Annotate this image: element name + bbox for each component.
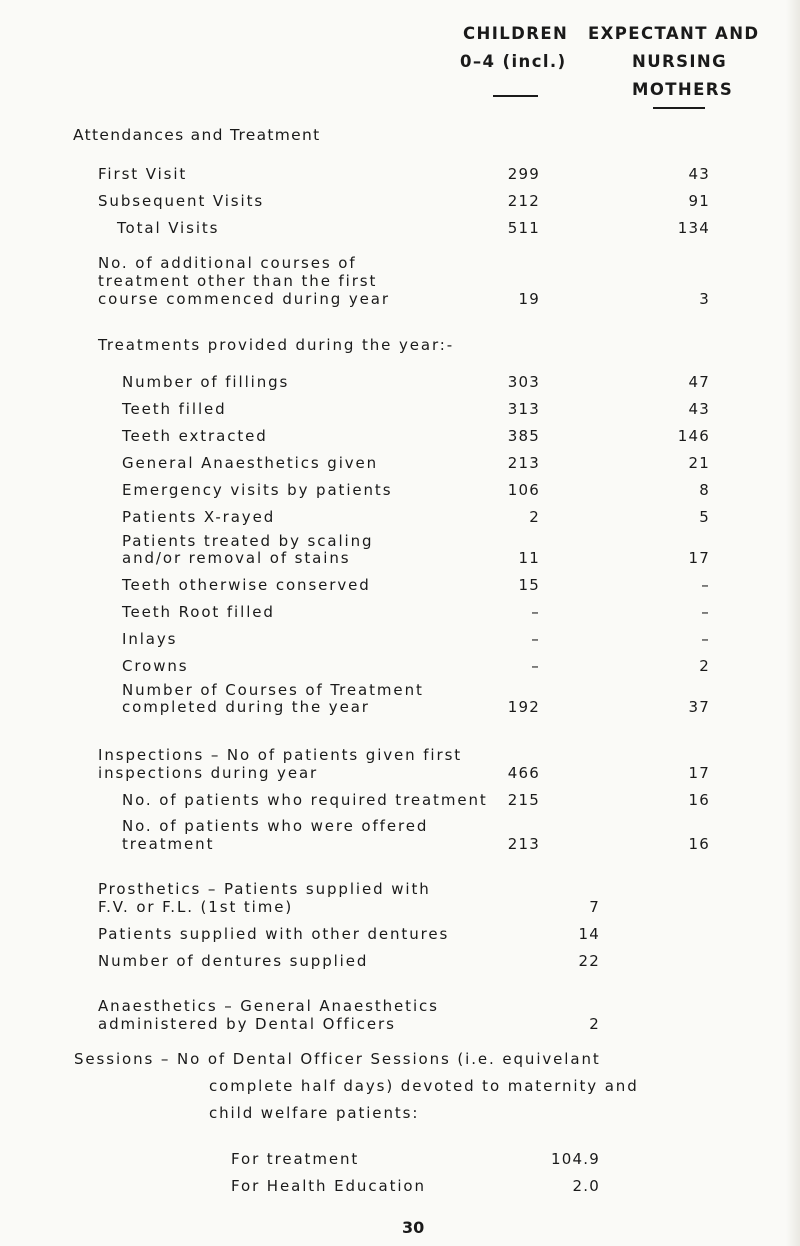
- column-header-children-rule: [493, 95, 538, 97]
- prosthetics-line2: F.V. or F.L. (1st time): [98, 898, 294, 916]
- inspections-line2: inspections during year: [98, 764, 319, 782]
- value-children-offered-treatment: 213: [507, 835, 540, 853]
- row-label-inlays: Inlays: [122, 630, 178, 648]
- value-other-dentures: 14: [578, 925, 600, 943]
- value-mothers-teeth-root-filled: –: [701, 603, 710, 621]
- inspections-line1: Inspections – No of patients given first: [98, 746, 463, 764]
- sessions-line1: Sessions – No of Dental Officer Sessions (i.e. equivelant: [74, 1050, 601, 1068]
- value-mothers-courses-completed: 37: [688, 698, 710, 716]
- value-children-inspections: 466: [507, 764, 540, 782]
- row-label-teeth-otherwise-conserved: Teeth otherwise conserved: [122, 576, 371, 594]
- row-label-total-visits: Total Visits: [117, 219, 220, 237]
- value-mothers-required-treatment: 16: [688, 791, 710, 809]
- value-mothers-inlays: –: [701, 630, 710, 648]
- row-label-other-dentures: Patients supplied with other dentures: [98, 925, 450, 943]
- row-label-patients-x-rayed: Patients X-rayed: [122, 508, 276, 526]
- prosthetics-line1: Prosthetics – Patients supplied with: [98, 880, 431, 898]
- value-mothers-emergency-visits: 8: [699, 481, 710, 499]
- row-label-first-visit: First Visit: [98, 165, 188, 183]
- row-label-dentures-supplied: Number of dentures supplied: [98, 952, 369, 970]
- row-label-teeth-filled: Teeth filled: [122, 400, 227, 418]
- additional-courses-line1: No. of additional courses of: [98, 254, 357, 272]
- column-header-mothers-line1: EXPECTANT AND: [588, 24, 760, 43]
- column-header-mothers-line2: NURSING: [632, 52, 728, 71]
- value-mothers-patients-x-rayed: 5: [699, 508, 710, 526]
- value-for-health-education: 2.0: [572, 1177, 600, 1195]
- row-label-scaling-line2: and/or removal of stains: [122, 549, 351, 567]
- page-number: 30: [402, 1218, 425, 1237]
- value-children-inlays: –: [531, 630, 540, 648]
- row-label-for-treatment: For treatment: [231, 1150, 360, 1168]
- value-mothers-inspections: 17: [688, 764, 710, 782]
- value-children-emergency-visits: 106: [507, 481, 540, 499]
- row-label-general-anaesthetics-given: General Anaesthetics given: [122, 454, 379, 472]
- value-children-patients-x-rayed: 2: [529, 508, 540, 526]
- value-children-teeth-filled: 313: [507, 400, 540, 418]
- value-mothers-general-anaesthetics-given: 21: [688, 454, 710, 472]
- value-children-courses-completed: 192: [507, 698, 540, 716]
- value-children-teeth-root-filled: –: [531, 603, 540, 621]
- value-children-scaling: 11: [518, 549, 540, 567]
- row-label-required-treatment: No. of patients who required treatment: [122, 791, 488, 809]
- row-label-offered-treatment-line2: treatment: [122, 835, 215, 853]
- value-mothers-first-visit: 43: [688, 165, 710, 183]
- value-children-crowns: –: [531, 657, 540, 675]
- column-header-children-line1: CHILDREN: [463, 24, 569, 43]
- anaesthetics-line1: Anaesthetics – General Anaesthetics: [98, 997, 439, 1015]
- row-label-emergency-visits: Emergency visits by patients: [122, 481, 393, 499]
- value-children-subsequent-visits: 212: [507, 192, 540, 210]
- value-children-number-of-fillings: 303: [507, 373, 540, 391]
- page-edge-shadow: [786, 0, 800, 1246]
- column-header-children-line2: 0–4 (incl.): [460, 52, 567, 71]
- value-mothers-subsequent-visits: 91: [688, 192, 710, 210]
- anaesthetics-line2: administered by Dental Officers: [98, 1015, 396, 1033]
- value-mothers-offered-treatment: 16: [688, 835, 710, 853]
- row-label-subsequent-visits: Subsequent Visits: [98, 192, 265, 210]
- value-prosthetics-first-time: 7: [589, 898, 600, 916]
- row-label-courses-completed-line2: completed during the year: [122, 698, 370, 716]
- value-children-teeth-extracted: 385: [507, 427, 540, 445]
- row-label-teeth-root-filled: Teeth Root filled: [122, 603, 275, 621]
- value-children-total-visits: 511: [507, 219, 540, 237]
- row-label-teeth-extracted: Teeth extracted: [122, 427, 268, 445]
- section-title: Attendances and Treatment: [73, 126, 321, 144]
- value-for-treatment: 104.9: [551, 1150, 600, 1168]
- value-children-general-anaesthetics-given: 213: [507, 454, 540, 472]
- row-label-crowns: Crowns: [122, 657, 189, 675]
- column-header-mothers-line3: MOTHERS: [632, 80, 734, 99]
- row-label-for-health-education: For Health Education: [231, 1177, 426, 1195]
- column-header-mothers-rule: [653, 107, 705, 109]
- value-mothers-additional-courses: 3: [699, 290, 710, 308]
- row-label-courses-completed-line1: Number of Courses of Treatment: [122, 681, 424, 699]
- additional-courses-line2: treatment other than the first: [98, 272, 378, 290]
- value-mothers-teeth-extracted: 146: [677, 427, 710, 445]
- sessions-line2: complete half days) devoted to maternity and: [209, 1077, 639, 1095]
- sessions-line3: child welfare patients:: [209, 1104, 420, 1122]
- value-mothers-scaling: 17: [688, 549, 710, 567]
- row-label-scaling-line1: Patients treated by scaling: [122, 532, 374, 550]
- row-label-offered-treatment-line1: No. of patients who were offered: [122, 817, 429, 835]
- value-mothers-teeth-filled: 43: [688, 400, 710, 418]
- value-mothers-teeth-otherwise-conserved: –: [701, 576, 710, 594]
- additional-courses-line3: course commenced during year: [98, 290, 390, 308]
- value-children-first-visit: 299: [507, 165, 540, 183]
- value-dentures-supplied: 22: [578, 952, 600, 970]
- value-mothers-total-visits: 134: [677, 219, 710, 237]
- value-mothers-crowns: 2: [699, 657, 710, 675]
- value-anaesthetics-administered: 2: [589, 1015, 600, 1033]
- row-label-number-of-fillings: Number of fillings: [122, 373, 290, 391]
- value-children-additional-courses: 19: [518, 290, 540, 308]
- value-children-teeth-otherwise-conserved: 15: [518, 576, 540, 594]
- treatments-heading: Treatments provided during the year:-: [98, 336, 455, 354]
- value-mothers-number-of-fillings: 47: [688, 373, 710, 391]
- value-children-required-treatment: 215: [507, 791, 540, 809]
